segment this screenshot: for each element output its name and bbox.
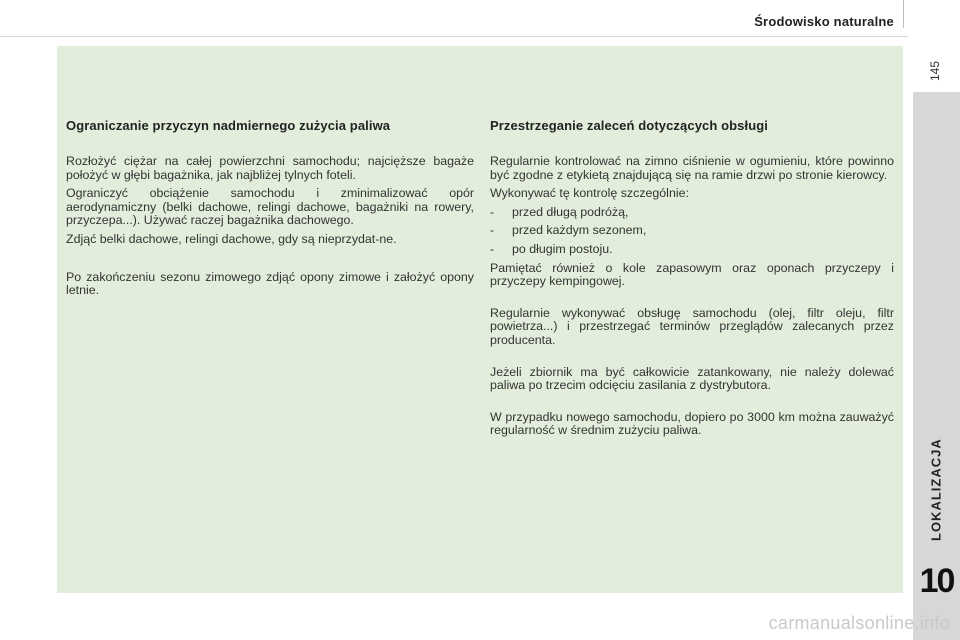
- paragraph: Zdjąć belki dachowe, relingi dachowe, gdy są nieprzydat-ne.: [66, 231, 397, 246]
- list-item: - po długim postoju.: [490, 241, 613, 256]
- section-heading-maintenance: Przestrzeganie zaleceń dotyczących obsługi: [490, 118, 769, 133]
- list-dash: -: [490, 204, 495, 219]
- header-divider: [0, 36, 908, 37]
- paragraph: W przypadku nowego samochodu, dopiero po 3000 km można zauważyć regularność w średnim zużyciu paliwa.: [490, 409, 894, 438]
- paragraph: Rozłożyć ciężar na całej powierzchni samochodu; najcięższe bagaże położyć w głębi bagażnika, jak najbliżej tylnych foteli.: [66, 154, 474, 182]
- check-occasions-list: [490, 206, 894, 257]
- section-title: Środowisko naturalne: [754, 14, 894, 29]
- paragraph: Regularnie wykonywać obsługę samochodu (olej, filtr oleju, filtr powietrza...) i przestrzegać terminów przeglądów zalecanych przez producenta.: [490, 305, 894, 347]
- list-dash: -: [490, 223, 495, 238]
- section-heading-fuel-consumption: Ograniczanie przyczyn nadmiernego zużycia paliwa: [66, 118, 391, 133]
- paragraph: Wykonywać tę kontrolę szczególnie:: [490, 186, 689, 201]
- left-column: [66, 118, 474, 303]
- paragraph: Regularnie kontrolować na zimno ciśnienie w ogumieniu, które powinno być zgodne z etykietą znajdującą się na ramie drzwi po stronie kierowcy.: [490, 154, 894, 182]
- right-column: [490, 118, 894, 443]
- header-tick: [903, 0, 904, 28]
- watermark: carmanualsonline.info: [768, 613, 950, 633]
- chapter-tab-label: LOKALIZACJA: [928, 438, 944, 542]
- list-item: - przed każdym sezonem,: [490, 223, 647, 238]
- paragraph: Jeżeli zbiornik ma być całkowicie zatankowany, nie należy dolewać paliwa po trzecim odcięciu zasilania z dystrybutora.: [490, 364, 894, 393]
- paragraph: Po zakończeniu sezonu zimowego zdjąć opony zimowe i założyć opony letnie.: [66, 269, 474, 298]
- page-number: 145: [928, 60, 942, 82]
- chapter-number: 10: [919, 562, 954, 600]
- paragraph: Pamiętać również o kole zapasowym oraz oponach przyczepy i przyczepy kempingowej.: [490, 260, 894, 289]
- paragraph: Ograniczyć obciążenie samochodu i zminimalizować opór aerodynamiczny (belki dachowe, relingi dachowe, bagażniki na rowery, przyczepa...). Używać raczej bagażnika dachowego.: [66, 186, 474, 228]
- list-item: - przed długą podróżą,: [490, 204, 629, 219]
- list-dash: -: [490, 241, 495, 256]
